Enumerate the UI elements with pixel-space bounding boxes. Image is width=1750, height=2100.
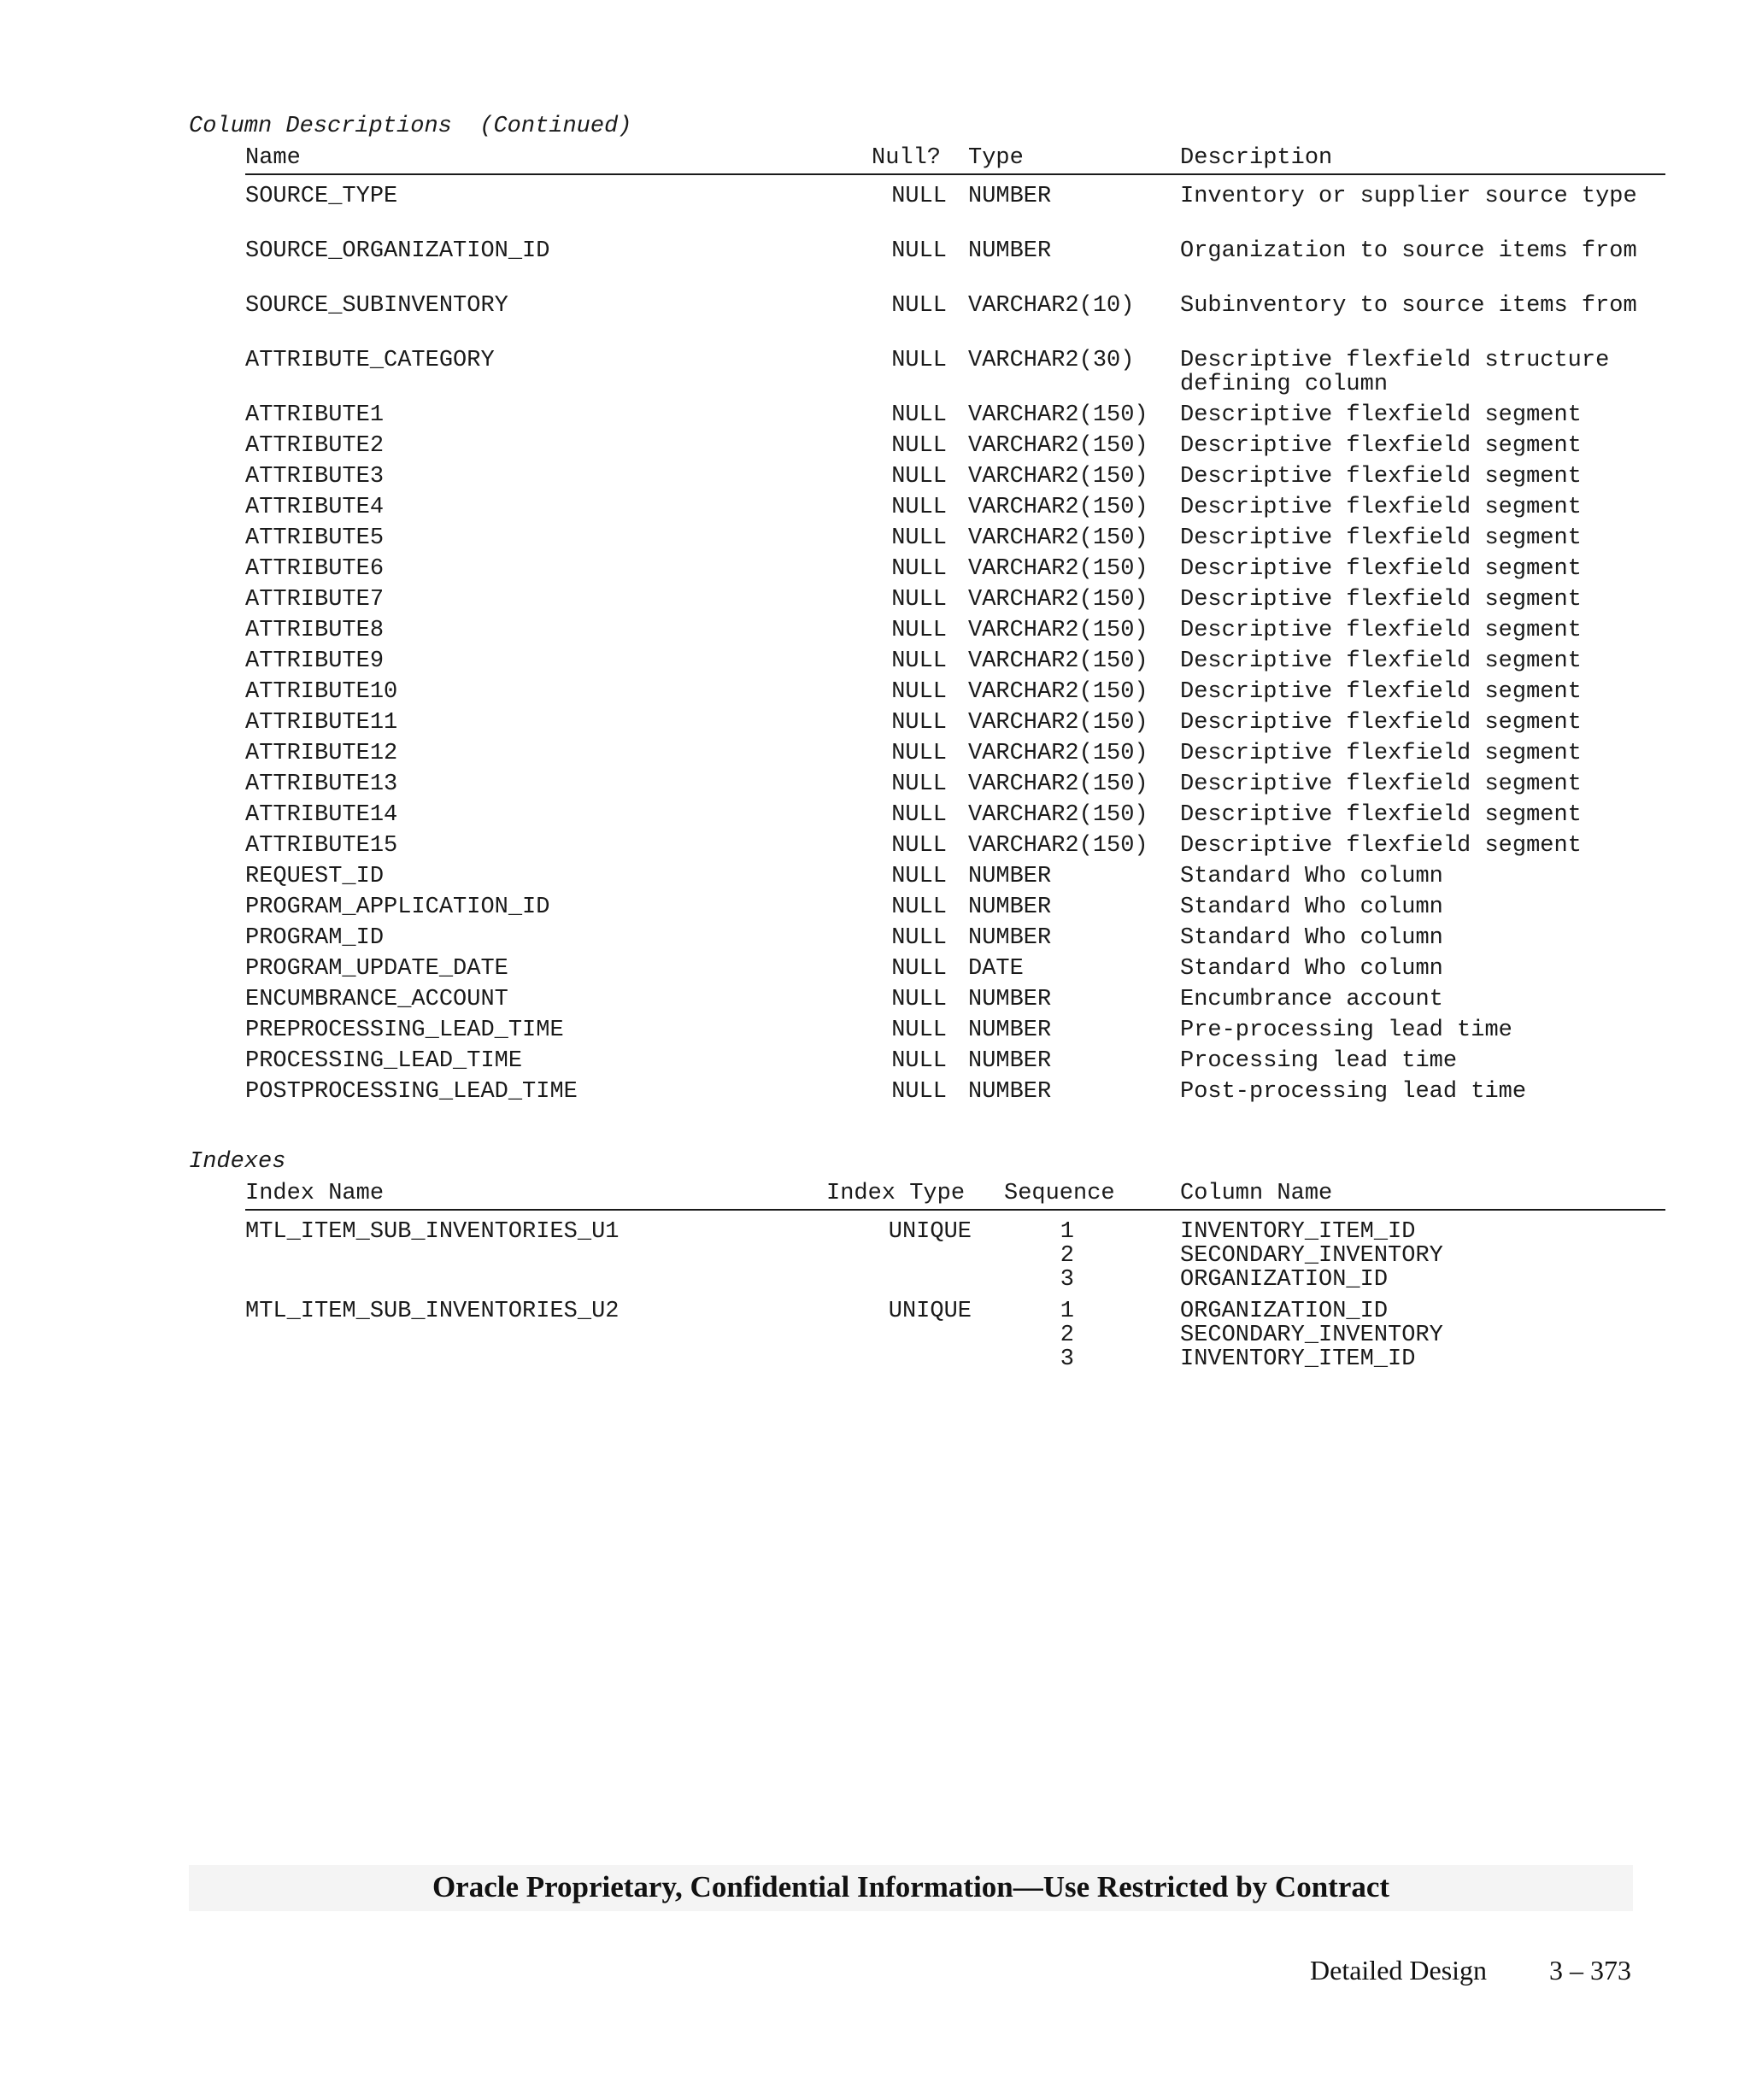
sequence-cell: 1 bbox=[1060, 1299, 1074, 1324]
column-name-cell: SOURCE_ORGANIZATION_ID bbox=[245, 238, 550, 264]
column-name-cell: ATTRIBUTE2 bbox=[245, 433, 385, 459]
description-cell: Descriptive flexfield segment bbox=[1180, 833, 1582, 859]
column-name-cell: SOURCE_TYPE bbox=[245, 184, 398, 209]
description-cell: Subinventory to source items from bbox=[1180, 293, 1637, 319]
sequence-cell: 2 bbox=[1060, 1323, 1074, 1348]
table-row bbox=[0, 865, 1750, 895]
type-cell: VARCHAR2(150) bbox=[968, 771, 1148, 797]
table-row bbox=[0, 742, 1750, 772]
table-row bbox=[0, 1268, 1750, 1299]
null-cell: NULL bbox=[891, 495, 947, 520]
column-name-cell: ATTRIBUTE9 bbox=[245, 648, 385, 674]
column-name-cell: PREPROCESSING_LEAD_TIME bbox=[245, 1018, 564, 1043]
null-cell: NULL bbox=[891, 433, 947, 459]
table-row bbox=[0, 649, 1750, 680]
table-row bbox=[0, 185, 1750, 239]
null-cell: NULL bbox=[891, 238, 947, 264]
type-cell: VARCHAR2(150) bbox=[968, 710, 1148, 736]
description-cell: Organization to source items from bbox=[1180, 238, 1637, 264]
index-name-cell: MTL_ITEM_SUB_INVENTORIES_U1 bbox=[245, 1219, 620, 1245]
description-cell: Descriptive flexfield segment bbox=[1180, 464, 1582, 490]
description-cell: Descriptive flexfield structure defining column bbox=[1180, 348, 1610, 397]
column-name-cell: PROCESSING_LEAD_TIME bbox=[245, 1048, 523, 1074]
description-cell: Descriptive flexfield segment bbox=[1180, 402, 1582, 428]
column-table-body bbox=[0, 185, 1750, 1111]
description-cell: Descriptive flexfield segment bbox=[1180, 587, 1582, 613]
type-cell: NUMBER bbox=[968, 864, 1052, 889]
description-cell: Standard Who column bbox=[1180, 895, 1443, 920]
table-row bbox=[0, 926, 1750, 957]
header-index-name: Index Name bbox=[245, 1181, 385, 1206]
index-column-cell: SECONDARY_INVENTORY bbox=[1180, 1323, 1443, 1348]
indexes-title: Indexes bbox=[189, 1149, 286, 1175]
table-row bbox=[0, 239, 1750, 294]
description-cell: Descriptive flexfield segment bbox=[1180, 433, 1582, 459]
column-table-header bbox=[245, 146, 1665, 175]
null-cell: NULL bbox=[891, 587, 947, 613]
description-cell: Descriptive flexfield segment bbox=[1180, 741, 1582, 766]
null-cell: NULL bbox=[891, 1018, 947, 1043]
null-cell: NULL bbox=[891, 987, 947, 1012]
type-cell: VARCHAR2(150) bbox=[968, 433, 1148, 459]
column-descriptions-title: Column Descriptions (Continued) bbox=[189, 114, 632, 139]
null-cell: NULL bbox=[891, 402, 947, 428]
column-name-cell: ATTRIBUTE3 bbox=[245, 464, 385, 490]
header-type: Type bbox=[968, 145, 1024, 171]
index-table-header bbox=[245, 1182, 1665, 1211]
table-row bbox=[0, 957, 1750, 988]
type-cell: NUMBER bbox=[968, 987, 1052, 1012]
table-row bbox=[0, 1018, 1750, 1049]
null-cell: NULL bbox=[891, 771, 947, 797]
table-row bbox=[0, 895, 1750, 926]
column-name-cell: ATTRIBUTE10 bbox=[245, 679, 398, 705]
description-cell: Descriptive flexfield segment bbox=[1180, 802, 1582, 828]
description-cell: Descriptive flexfield segment bbox=[1180, 618, 1582, 643]
description-cell: Processing lead time bbox=[1180, 1048, 1458, 1074]
table-row bbox=[0, 496, 1750, 526]
table-row bbox=[0, 588, 1750, 619]
null-cell: NULL bbox=[891, 833, 947, 859]
type-cell: VARCHAR2(150) bbox=[968, 587, 1148, 613]
null-cell: NULL bbox=[891, 556, 947, 582]
header-sequence: Sequence bbox=[1004, 1181, 1115, 1206]
description-cell: Descriptive flexfield segment bbox=[1180, 495, 1582, 520]
table-row bbox=[0, 1244, 1750, 1268]
type-cell: VARCHAR2(150) bbox=[968, 802, 1148, 828]
table-row bbox=[0, 557, 1750, 588]
column-name-cell: POSTPROCESSING_LEAD_TIME bbox=[245, 1079, 578, 1105]
null-cell: NULL bbox=[891, 710, 947, 736]
column-name-cell: PROGRAM_ID bbox=[245, 925, 385, 951]
null-cell: NULL bbox=[891, 679, 947, 705]
type-cell: NUMBER bbox=[968, 1079, 1052, 1105]
table-row bbox=[0, 1049, 1750, 1080]
type-cell: DATE bbox=[968, 956, 1024, 982]
null-cell: NULL bbox=[891, 184, 947, 209]
null-cell: NULL bbox=[891, 956, 947, 982]
header-description: Description bbox=[1180, 145, 1333, 171]
column-name-cell: ATTRIBUTE1 bbox=[245, 402, 385, 428]
table-row bbox=[0, 1220, 1750, 1244]
null-cell: NULL bbox=[891, 895, 947, 920]
footer-section-name: Detailed Design bbox=[1310, 1955, 1488, 1986]
type-cell: VARCHAR2(150) bbox=[968, 833, 1148, 859]
null-cell: NULL bbox=[891, 1048, 947, 1074]
null-cell: NULL bbox=[891, 348, 947, 373]
column-name-cell: ATTRIBUTE13 bbox=[245, 771, 398, 797]
index-name-cell: MTL_ITEM_SUB_INVENTORIES_U2 bbox=[245, 1299, 620, 1324]
table-row bbox=[0, 988, 1750, 1018]
type-cell: VARCHAR2(150) bbox=[968, 464, 1148, 490]
table-row bbox=[0, 711, 1750, 742]
type-cell: NUMBER bbox=[968, 925, 1052, 951]
table-row bbox=[0, 349, 1750, 403]
table-row bbox=[0, 834, 1750, 865]
type-cell: VARCHAR2(30) bbox=[968, 348, 1135, 373]
sequence-cell: 2 bbox=[1060, 1243, 1074, 1269]
header-index-type: Index Type bbox=[826, 1181, 966, 1206]
table-row bbox=[0, 1080, 1750, 1111]
table-row bbox=[0, 1299, 1750, 1323]
confidential-notice: Oracle Proprietary, Confidential Information––Use Restricted by Contract bbox=[432, 1870, 1390, 1903]
description-cell: Pre-processing lead time bbox=[1180, 1018, 1512, 1043]
page-number: 3 – 373 bbox=[1549, 1955, 1631, 1986]
index-column-cell: SECONDARY_INVENTORY bbox=[1180, 1243, 1443, 1269]
null-cell: NULL bbox=[891, 925, 947, 951]
table-row bbox=[0, 465, 1750, 496]
header-name: Name bbox=[245, 145, 301, 171]
description-cell: Descriptive flexfield segment bbox=[1180, 771, 1582, 797]
type-cell: VARCHAR2(150) bbox=[968, 618, 1148, 643]
column-name-cell: PROGRAM_APPLICATION_ID bbox=[245, 895, 550, 920]
index-column-cell: ORGANIZATION_ID bbox=[1180, 1299, 1389, 1324]
column-name-cell: ATTRIBUTE7 bbox=[245, 587, 385, 613]
column-name-cell: ATTRIBUTE11 bbox=[245, 710, 398, 736]
column-name-cell: ATTRIBUTE14 bbox=[245, 802, 398, 828]
type-cell: NUMBER bbox=[968, 184, 1052, 209]
column-name-cell: SOURCE_SUBINVENTORY bbox=[245, 293, 508, 319]
null-cell: NULL bbox=[891, 464, 947, 490]
index-type-cell: UNIQUE bbox=[888, 1299, 972, 1324]
null-cell: NULL bbox=[891, 648, 947, 674]
null-cell: NULL bbox=[891, 864, 947, 889]
index-table-body bbox=[0, 1220, 1750, 1371]
type-cell: NUMBER bbox=[968, 1018, 1052, 1043]
table-row bbox=[0, 680, 1750, 711]
index-column-cell: ORGANIZATION_ID bbox=[1180, 1267, 1389, 1293]
table-row bbox=[0, 772, 1750, 803]
description-cell: Post-processing lead time bbox=[1180, 1079, 1527, 1105]
type-cell: VARCHAR2(150) bbox=[968, 525, 1148, 551]
description-cell: Standard Who column bbox=[1180, 956, 1443, 982]
header-column-name: Column Name bbox=[1180, 1181, 1333, 1206]
type-cell: VARCHAR2(150) bbox=[968, 648, 1148, 674]
type-cell: VARCHAR2(150) bbox=[968, 402, 1148, 428]
description-cell: Descriptive flexfield segment bbox=[1180, 525, 1582, 551]
description-cell: Inventory or supplier source type bbox=[1180, 184, 1637, 209]
null-cell: NULL bbox=[891, 293, 947, 319]
type-cell: VARCHAR2(150) bbox=[968, 556, 1148, 582]
index-column-cell: INVENTORY_ITEM_ID bbox=[1180, 1346, 1416, 1372]
column-name-cell: ATTRIBUTE6 bbox=[245, 556, 385, 582]
table-row bbox=[0, 403, 1750, 434]
description-cell: Descriptive flexfield segment bbox=[1180, 648, 1582, 674]
null-cell: NULL bbox=[891, 802, 947, 828]
table-row bbox=[0, 434, 1750, 465]
table-row bbox=[0, 294, 1750, 349]
type-cell: VARCHAR2(150) bbox=[968, 741, 1148, 766]
description-cell: Descriptive flexfield segment bbox=[1180, 679, 1582, 705]
column-name-cell: ATTRIBUTE8 bbox=[245, 618, 385, 643]
type-cell: VARCHAR2(150) bbox=[968, 495, 1148, 520]
type-cell: NUMBER bbox=[968, 1048, 1052, 1074]
type-cell: NUMBER bbox=[968, 238, 1052, 264]
column-name-cell: ENCUMBRANCE_ACCOUNT bbox=[245, 987, 508, 1012]
column-name-cell: PROGRAM_UPDATE_DATE bbox=[245, 956, 508, 982]
column-name-cell: ATTRIBUTE_CATEGORY bbox=[245, 348, 495, 373]
table-row bbox=[0, 803, 1750, 834]
header-null: Null? bbox=[872, 145, 942, 171]
table-row bbox=[0, 619, 1750, 649]
column-name-cell: ATTRIBUTE5 bbox=[245, 525, 385, 551]
description-cell: Descriptive flexfield segment bbox=[1180, 710, 1582, 736]
table-row bbox=[0, 1323, 1750, 1347]
column-name-cell: ATTRIBUTE15 bbox=[245, 833, 398, 859]
index-column-cell: INVENTORY_ITEM_ID bbox=[1180, 1219, 1416, 1245]
sequence-cell: 3 bbox=[1060, 1346, 1074, 1372]
null-cell: NULL bbox=[891, 525, 947, 551]
table-row bbox=[0, 1347, 1750, 1371]
sequence-cell: 3 bbox=[1060, 1267, 1074, 1293]
index-type-cell: UNIQUE bbox=[888, 1219, 972, 1245]
description-cell: Standard Who column bbox=[1180, 864, 1443, 889]
column-name-cell: REQUEST_ID bbox=[245, 864, 385, 889]
description-cell: Standard Who column bbox=[1180, 925, 1443, 951]
column-name-cell: ATTRIBUTE4 bbox=[245, 495, 385, 520]
type-cell: VARCHAR2(10) bbox=[968, 293, 1135, 319]
null-cell: NULL bbox=[891, 618, 947, 643]
null-cell: NULL bbox=[891, 741, 947, 766]
column-name-cell: ATTRIBUTE12 bbox=[245, 741, 398, 766]
table-row bbox=[0, 526, 1750, 557]
null-cell: NULL bbox=[891, 1079, 947, 1105]
type-cell: NUMBER bbox=[968, 895, 1052, 920]
sequence-cell: 1 bbox=[1060, 1219, 1074, 1245]
type-cell: VARCHAR2(150) bbox=[968, 679, 1148, 705]
description-cell: Descriptive flexfield segment bbox=[1180, 556, 1582, 582]
description-cell: Encumbrance account bbox=[1180, 987, 1443, 1012]
